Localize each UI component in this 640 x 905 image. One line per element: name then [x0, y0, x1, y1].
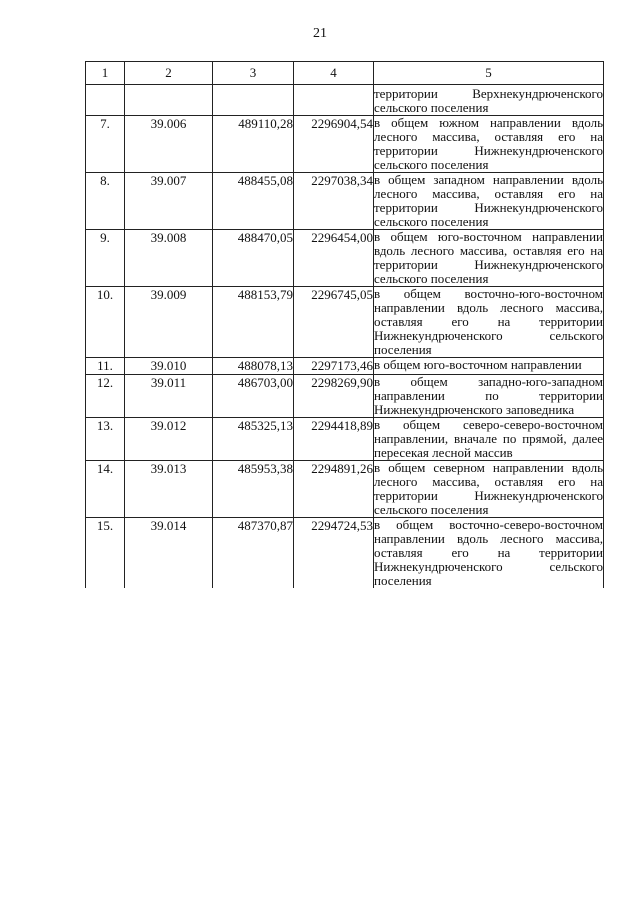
header-col-2: 2	[125, 62, 213, 85]
header-col-3: 3	[213, 62, 294, 85]
cell-num: 15.	[86, 518, 125, 589]
header-col-4: 4	[294, 62, 374, 85]
cell-num: 7.	[86, 116, 125, 173]
cell-x: 485325,13	[213, 418, 294, 461]
cell-x: 485953,38	[213, 461, 294, 518]
cell-num: 9.	[86, 230, 125, 287]
cell-description: в общем западном направлении вдоль лесного массива, оставляя его на территории Нижнекундрюченского сельского поселения	[374, 172, 603, 229]
cell-x: 486703,00	[213, 375, 294, 418]
cell-point: 39.012	[125, 418, 213, 461]
cell-x: 488078,13	[213, 358, 294, 375]
cell-description: в общем южном направлении вдоль лесного массива, оставляя его на территории Нижнекундрюченского сельского поселения	[374, 115, 603, 172]
cell-y: 2296745,05	[294, 287, 374, 358]
cell-description: в общем восточно-юго-восточном направлении вдоль лесного массива, оставляя его на территории Нижнекундрюченского сельского поселения	[374, 286, 603, 357]
cell-y: 2296454,00	[294, 230, 374, 287]
cell-num: 11.	[86, 358, 125, 375]
table-row	[86, 173, 604, 230]
cell-description: в общем юго-восточном направлении	[374, 358, 604, 375]
cell-x: 488470,05	[213, 230, 294, 287]
cell-point	[125, 85, 213, 116]
table-row	[86, 418, 604, 461]
header-row	[86, 62, 604, 85]
cell-point: 39.011	[125, 375, 213, 418]
coordinates-table	[85, 61, 604, 588]
cell-description: территории Верхнекундрюченского сельского поселения	[374, 86, 603, 115]
table-row	[86, 518, 604, 589]
cell-point: 39.006	[125, 116, 213, 173]
cell-description: в общем западно-юго-западном направлении по территории Нижнекундрюченского заповедника	[374, 374, 603, 417]
cell-x: 489110,28	[213, 116, 294, 173]
table-body	[86, 85, 604, 589]
cell-y	[294, 85, 374, 116]
cell-num	[86, 85, 125, 116]
cell-point: 39.014	[125, 518, 213, 589]
page-number: 21	[313, 26, 327, 41]
cell-y: 2297038,34	[294, 173, 374, 230]
cell-description: в общем юго-восточном направлении вдоль лесного массива, оставляя его на территории Нижнекундрюченского сельского поселения	[374, 229, 603, 286]
header-col-1: 1	[86, 62, 125, 85]
cell-x	[213, 85, 294, 116]
cell-y: 2294724,53	[294, 518, 374, 589]
cell-y: 2296904,54	[294, 116, 374, 173]
table-row	[86, 230, 604, 287]
cell-x: 488455,08	[213, 173, 294, 230]
cell-point: 39.013	[125, 461, 213, 518]
continuation-row	[86, 85, 604, 116]
table-header	[86, 62, 604, 85]
cell-description: в общем северном направлении вдоль лесного массива, оставляя его на территории Нижнекундрюченского сельского поселения	[374, 460, 603, 517]
cell-num: 13.	[86, 418, 125, 461]
cell-num: 12.	[86, 375, 125, 418]
cell-point: 39.007	[125, 173, 213, 230]
cell-description: в общем северо-северо-восточном направлении, вначале по прямой, далее пересекая лесной массив	[374, 417, 603, 460]
table-row	[86, 375, 604, 418]
cell-description: в общем восточно-северо-восточном направлении вдоль лесного массива, оставляя его на территории Нижнекундрюченского сельского поселения	[374, 517, 603, 588]
table-row	[86, 461, 604, 518]
cell-point: 39.008	[125, 230, 213, 287]
table-row	[86, 287, 604, 358]
cell-y: 2294418,89	[294, 418, 374, 461]
cell-num: 14.	[86, 461, 125, 518]
cell-y: 2297173,46	[294, 358, 374, 375]
cell-point: 39.009	[125, 287, 213, 358]
cell-num: 10.	[86, 287, 125, 358]
table-row	[86, 358, 604, 375]
cell-x: 487370,87	[213, 518, 294, 589]
table-row	[86, 116, 604, 173]
cell-y: 2294891,26	[294, 461, 374, 518]
cell-num: 8.	[86, 173, 125, 230]
header-col-5: 5	[374, 62, 604, 85]
cell-x: 488153,79	[213, 287, 294, 358]
cell-y: 2298269,90	[294, 375, 374, 418]
cell-point: 39.010	[125, 358, 213, 375]
